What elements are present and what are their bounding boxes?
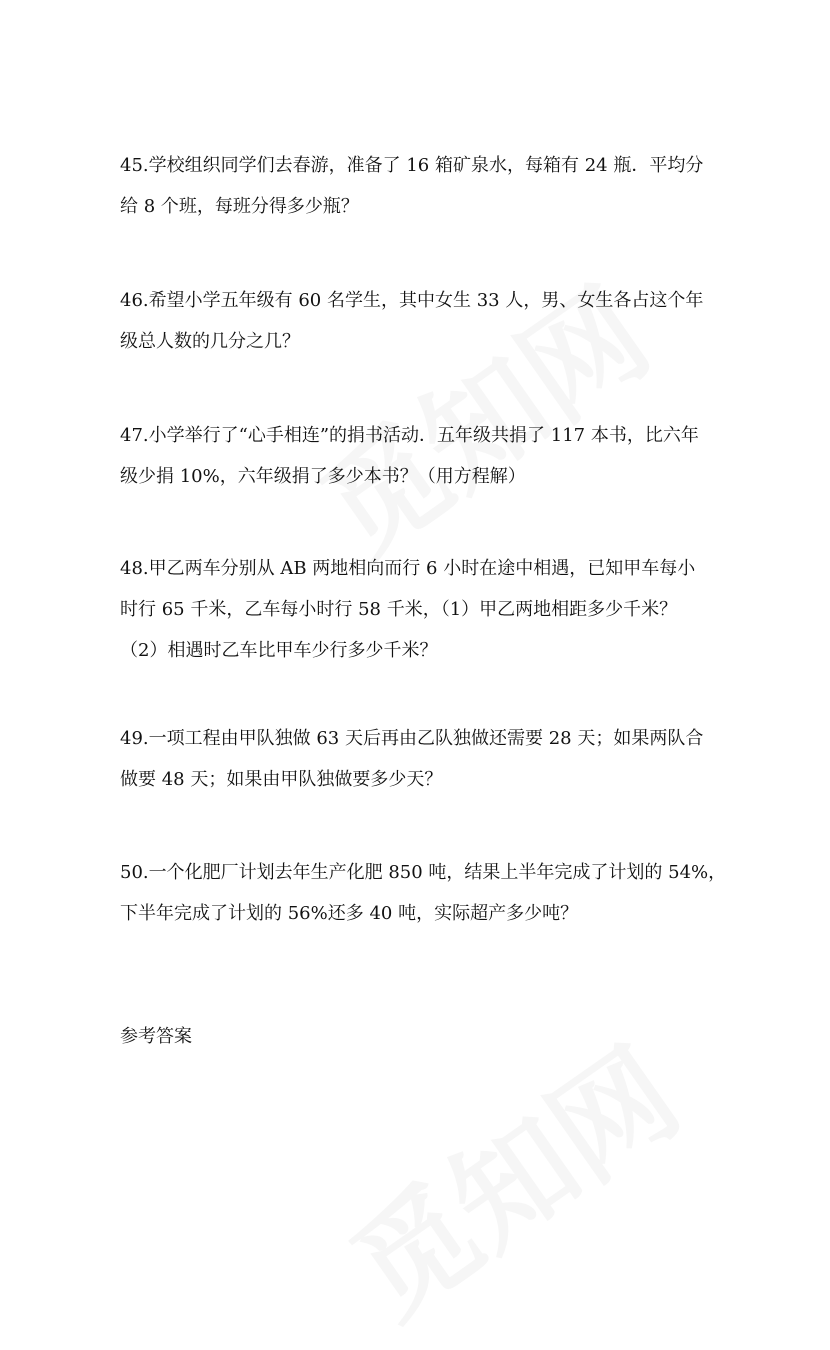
question-line: 50.一个化肥厂计划去年生产化肥 850 吨，结果上半年完成了计划的 54%， xyxy=(120,862,727,883)
question-line: 级少捐 10%，六年级捐了多少本书？（用方程解） xyxy=(120,466,526,487)
question-line: 级总人数的几分之几？ xyxy=(120,331,300,352)
question-45 xyxy=(120,145,720,227)
question-line: 48.甲乙两车分别从 AB 两地相向而行 6 小时在途中相遇，已知甲车每小 xyxy=(120,558,696,579)
answers-heading: 参考答案 xyxy=(120,1026,192,1047)
question-46 xyxy=(120,280,720,362)
question-line: 47.小学举行了“心手相连”的捐书活动．五年级共捐了 117 本书，比六年 xyxy=(120,425,699,446)
question-49 xyxy=(120,718,720,800)
question-48 xyxy=(120,548,720,671)
question-50 xyxy=(120,852,730,934)
watermark xyxy=(313,1002,707,1349)
question-line: （2）相遇时乙车比甲车少行多少千米？ xyxy=(120,640,438,661)
question-line: 时行 65 千米，乙车每小时行 58 千米，（1）甲乙两地相距多少千米？ xyxy=(120,599,678,620)
question-47 xyxy=(120,415,720,497)
question-line: 下半年完成了计划的 56%还多 40 吨，实际超产多少吨？ xyxy=(120,903,579,924)
question-line: 45.学校组织同学们去春游，准备了 16 箱矿泉水，每箱有 24 瓶．平均分 xyxy=(120,155,704,176)
question-line: 做要 48 天；如果由甲队独做要多少天？ xyxy=(120,769,443,790)
question-line: 49.一项工程由甲队独做 63 天后再由乙队独做还需要 28 天；如果两队合 xyxy=(120,728,704,749)
question-line: 给 8 个班，每班分得多少瓶？ xyxy=(120,196,359,217)
question-line: 46.希望小学五年级有 60 名学生，其中女生 33 人，男、女生各占这个年 xyxy=(120,290,704,311)
